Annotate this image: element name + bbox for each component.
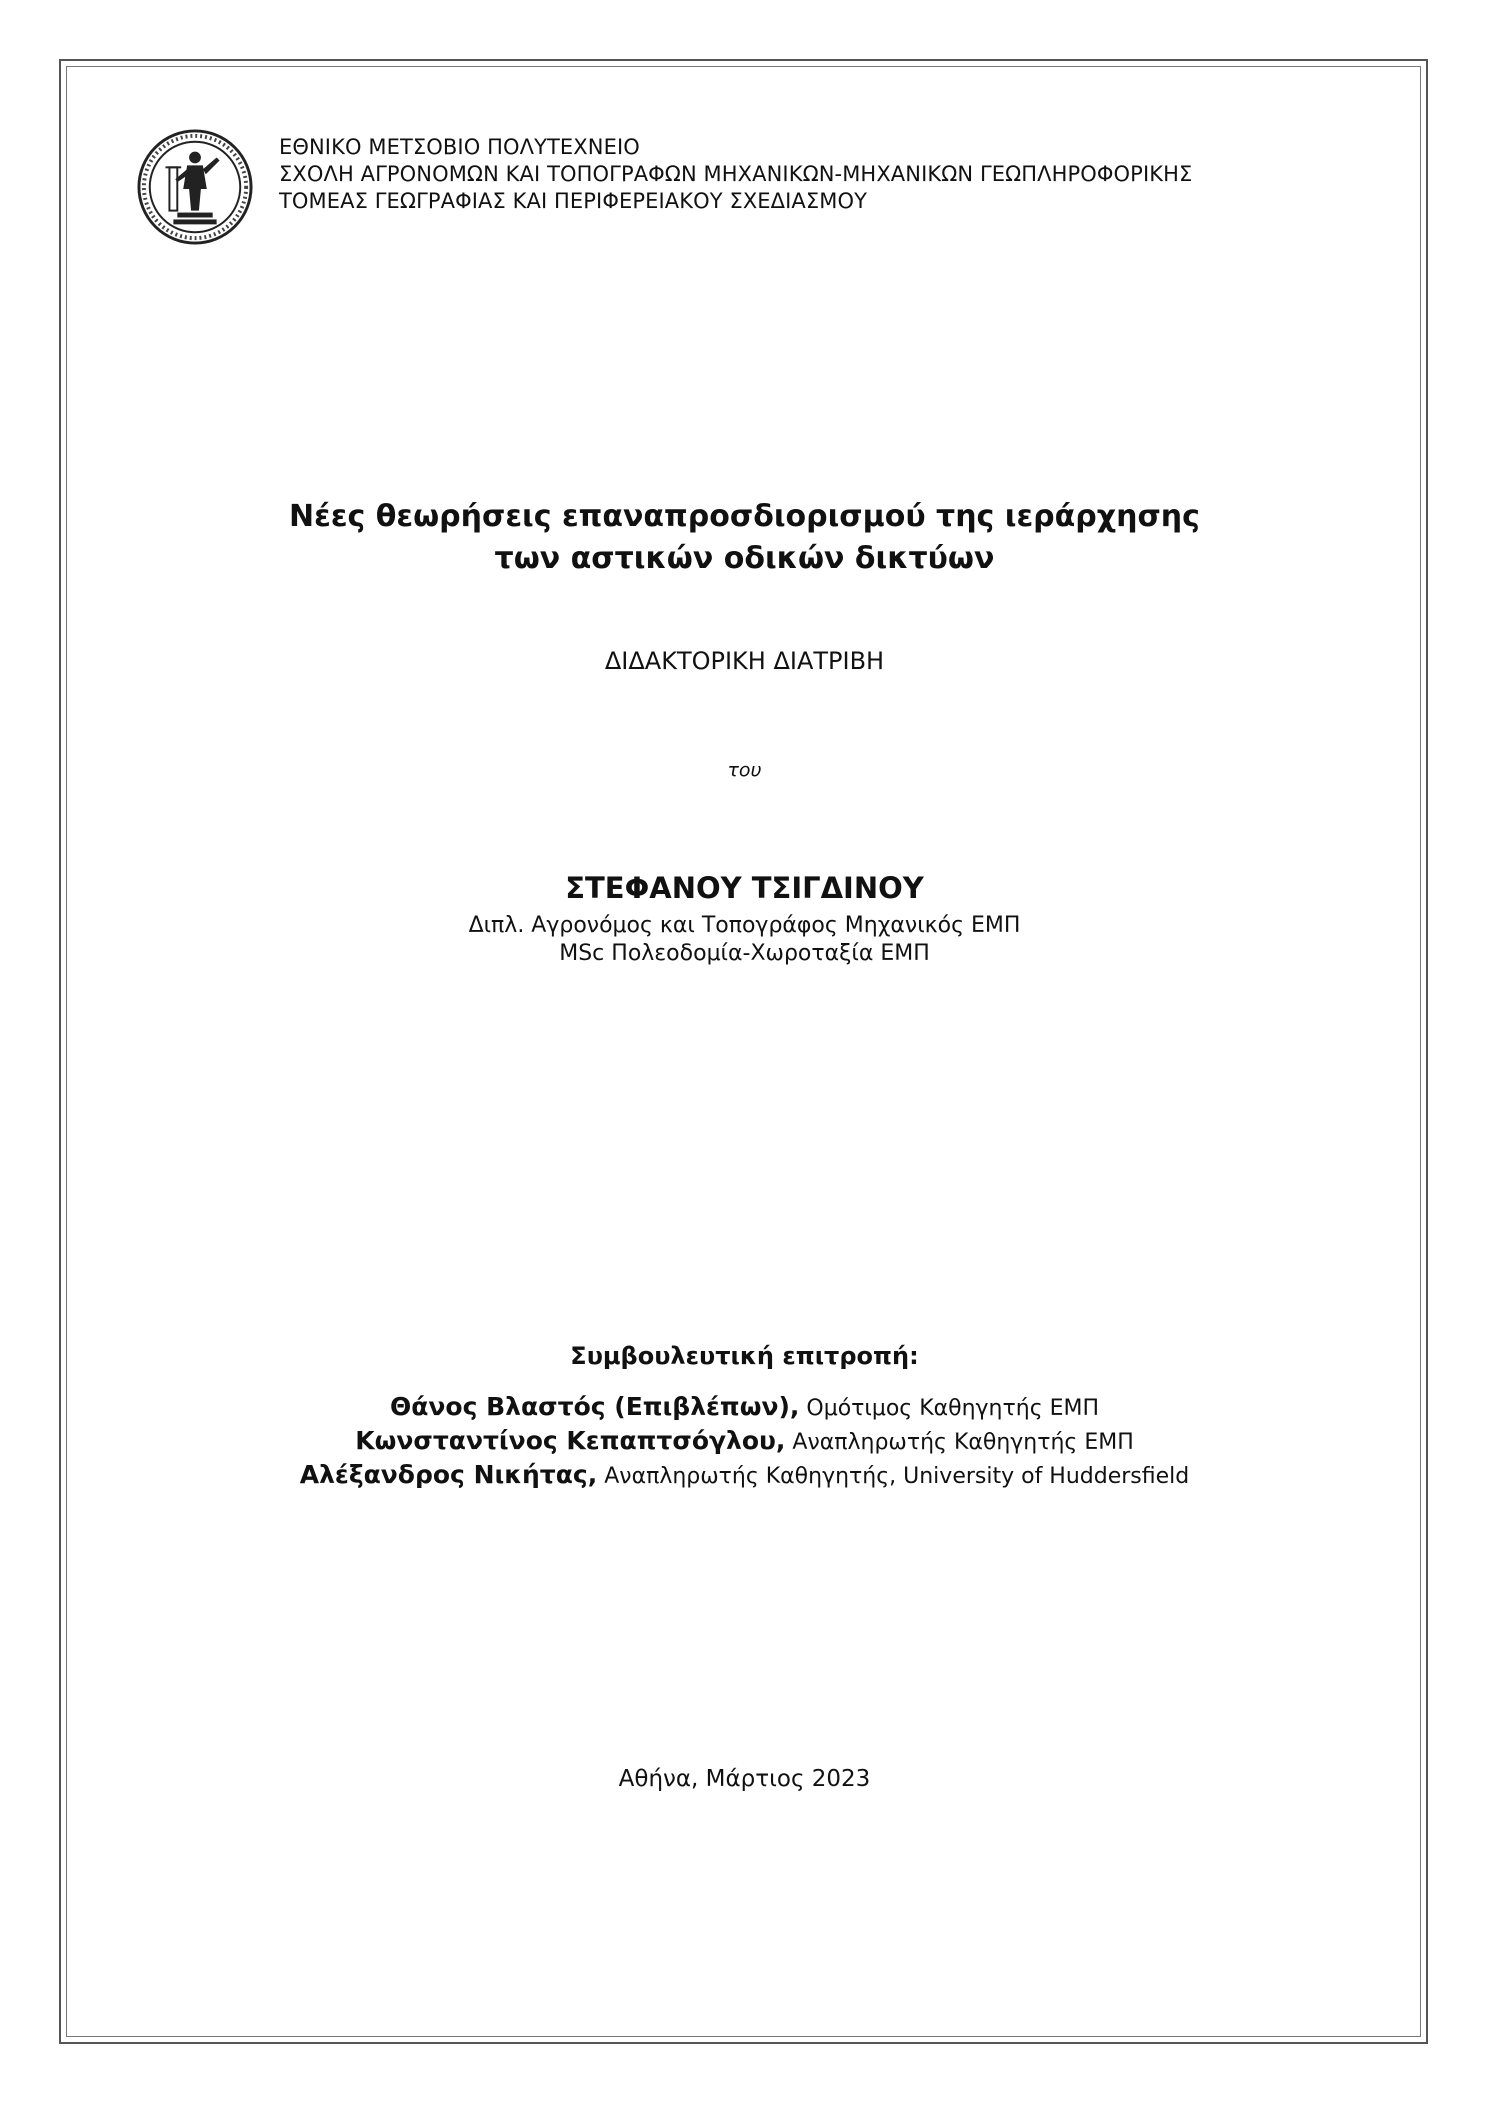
author-credential-2: MSc Πολεοδομία-Χωροταξία ΕΜΠ xyxy=(559,941,930,966)
institution-header xyxy=(279,134,1192,215)
author-credential-1: Διπλ. Αγρονόμος και Τοπογράφος Μηχανικός ΕΜΠ xyxy=(468,913,1021,938)
committee-member-role: Ομότιμος Καθηγητής ΕΜΠ xyxy=(799,1396,1100,1421)
committee-member-role: Αναπληρωτής Καθηγητής ΕΜΠ xyxy=(785,1430,1134,1455)
committee-member-name: Αλέξανδρος Νικήτας, xyxy=(299,1460,598,1489)
committee-member-name: Θάνος Βλαστός (Επιβλέπων), xyxy=(389,1392,800,1421)
committee-member xyxy=(0,1425,1489,1459)
committee-member xyxy=(0,1391,1489,1425)
committee-member-name: Κωνσταντίνος Κεπαπτσόγλου, xyxy=(355,1426,786,1455)
institution-line-department: ΤΟΜΕΑΣ ΓΕΩΓΡΑΦΙΑΣ ΚΑΙ ΠΕΡΙΦΕΡΕΙΑΚΟΥ ΣΧΕΔΙΑΣΜΟΥ xyxy=(279,189,868,213)
of-word: του xyxy=(727,759,762,781)
committee-member-role: Αναπληρωτής Καθηγητής, University of Huddersfield xyxy=(597,1464,1190,1489)
thesis-title-line-2: των αστικών οδικών δικτύων xyxy=(494,541,995,576)
document-type: ΔΙΔΑΚΤΟΡΙΚΗ ΔΙΑΤΡΙΒΗ xyxy=(604,647,885,675)
place-date: Αθήνα, Μάρτιος 2023 xyxy=(618,1766,871,1792)
university-seal-icon xyxy=(136,128,254,246)
page-border-inner xyxy=(66,66,1421,2037)
institution-line-school: ΣΧΟΛΗ ΑΓΡΟΝΟΜΩΝ ΚΑΙ ΤΟΠΟΓΡΑΦΩΝ ΜΗΧΑΝΙΚΩΝ-ΜΗΧΑΝΙΚΩΝ ΓΕΩΠΛΗΡΟΦΟΡΙΚΗΣ xyxy=(279,162,1193,186)
institution-line-university: ΕΘΝΙΚΟ ΜΕΤΣΟΒΙΟ ΠΟΛΥΤΕΧΝΕΙΟ xyxy=(279,135,640,159)
committee-heading: Συμβουλευτική επιτροπή: xyxy=(570,1342,919,1370)
thesis-title xyxy=(0,496,1489,580)
committee-list xyxy=(0,1391,1489,1493)
thesis-title-line-1: Νέες θεωρήσεις επαναπροσδιορισμού της ιεράρχησης xyxy=(289,499,1200,534)
author-name: ΣΤΕΦΑΝΟΥ ΤΣΙΓΔΙΝΟΥ xyxy=(565,871,924,905)
committee-member xyxy=(0,1459,1489,1493)
author-credentials xyxy=(0,912,1489,968)
